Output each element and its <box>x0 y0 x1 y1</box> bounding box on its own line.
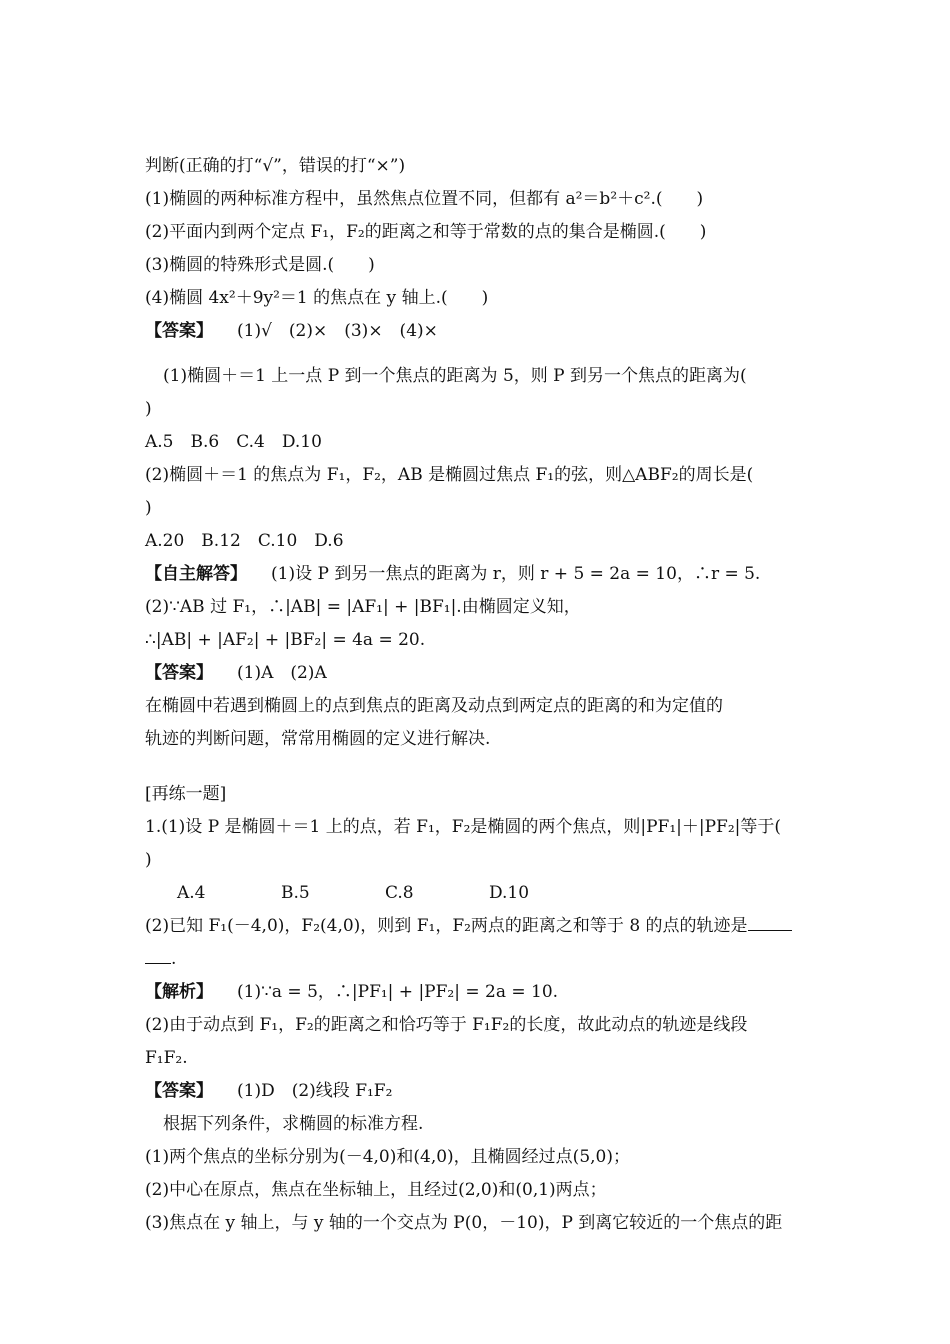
example-q1-line2: ) <box>145 399 152 419</box>
option-b: B.5 <box>281 883 310 903</box>
option-d: D.10 <box>489 883 530 903</box>
answer-tag: 【答案】 <box>145 321 213 341</box>
task-c1: (1)两个焦点的坐标分别为(－4,0)和(4,0)，且椭圆经过点(5,0)； <box>145 1147 630 1167</box>
summary-line2: 轨迹的判断问题，常常用椭圆的定义进行解决. <box>145 729 491 749</box>
practice-answer: (1)D (2)线段 F₁F₂ <box>237 1081 393 1101</box>
analysis-text1: (1)∵a = 5，∴|PF₁| + |PF₂| = 2a = 10. <box>237 982 559 1002</box>
practice-q2-line2 <box>145 943 810 976</box>
example-q2-options: A.20 B.12 C.10 D.6 <box>145 531 344 551</box>
summary-line1: 在椭圆中若遇到椭圆上的点到焦点的距离及动点到两定点的距离的和为定值的 <box>145 696 723 716</box>
practice-q1-options <box>145 877 810 910</box>
answer-tag: 【答案】 <box>145 663 213 683</box>
self-solve-line1 <box>145 558 810 591</box>
task-intro: 根据下列条件，求椭圆的标准方程. <box>163 1114 424 1134</box>
self-solve-line2: (2)∵AB 过 F₁，∴|AB| = |AF₁| + |BF₁|.由椭圆定义知， <box>145 597 581 617</box>
analysis-tag: 【解析】 <box>145 982 213 1002</box>
task-c2: (2)中心在原点，焦点在坐标轴上，且经过(2,0)和(0,1)两点； <box>145 1180 607 1200</box>
practice-q1-line1: 1.(1)设 P 是椭圆＋＝1 上的点，若 F₁，F₂是椭圆的两个焦点，则|PF₁|＋|PF₂|等于( <box>145 817 782 837</box>
answer-tag: 【答案】 <box>145 1081 213 1101</box>
self-solve-tag: 【自主解答】 <box>145 564 247 584</box>
answer-blank <box>748 910 792 931</box>
document-page <box>145 150 810 1240</box>
analysis-line3: F₁F₂. <box>145 1048 188 1068</box>
practice-q2-end: . <box>171 949 177 969</box>
example-q2-line2: ) <box>145 498 152 518</box>
self-solve-line3: ∴|AB| + |AF₂| + |BF₂| = 4a = 20. <box>145 630 426 650</box>
judge-q2: (2)平面内到两个定点 F₁，F₂的距离之和等于常数的点的集合是椭圆.( ) <box>145 222 707 242</box>
judge-q3: (3)椭圆的特殊形式是圆.( ) <box>145 255 375 275</box>
analysis-line1 <box>145 976 810 1009</box>
analysis-line2: (2)由于动点到 F₁，F₂的距离之和恰巧等于 F₁F₂的长度，故此动点的轨迹是线段 <box>145 1015 748 1035</box>
example-answer-line <box>145 657 810 690</box>
option-c: C.8 <box>385 883 414 903</box>
practice-title: [再练一题] <box>145 784 227 804</box>
judge-intro: 判断(正确的打“√”，错误的打“×”) <box>145 156 406 176</box>
example-q2-line1: (2)椭圆＋＝1 的焦点为 F₁，F₂，AB 是椭圆过焦点 F₁的弦，则△ABF₂的周长是( <box>145 465 754 485</box>
practice-q1-line2: ) <box>145 850 152 870</box>
self-solve-text1: (1)设 P 到另一焦点的距离为 r，则 r + 5 = 2a = 10，∴r = 5. <box>271 564 761 584</box>
judge-answer-line <box>145 315 810 348</box>
task-c3: (3)焦点在 y 轴上，与 y 轴的一个交点为 P(0，－10)，P 到离它较近的一个焦点的距 <box>145 1213 783 1233</box>
example-q1-options: A.5 B.6 C.4 D.10 <box>145 432 322 452</box>
judge-q4: (4)椭圆 4x²＋9y²＝1 的焦点在 y 轴上.( ) <box>145 288 489 308</box>
practice-answer-line <box>145 1075 810 1108</box>
practice-q2-line1 <box>145 910 810 943</box>
option-a: A.4 <box>177 883 206 903</box>
example-q1-line1: (1)椭圆＋＝1 上一点 P 到一个焦点的距离为 5，则 P 到另一个焦点的距离为( <box>163 366 747 386</box>
judge-q1: (1)椭圆的两种标准方程中，虽然焦点位置不同，但都有 a²＝b²＋c².( ) <box>145 189 704 209</box>
answer-blank-continued <box>145 943 171 964</box>
judge-answer: (1)√ (2)× (3)× (4)× <box>237 321 438 341</box>
practice-q2-text: (2)已知 F₁(－4,0)，F₂(4,0)，则到 F₁，F₂两点的距离之和等于 8 的点的轨迹是 <box>145 916 748 936</box>
example-answer: (1)A (2)A <box>237 663 327 683</box>
